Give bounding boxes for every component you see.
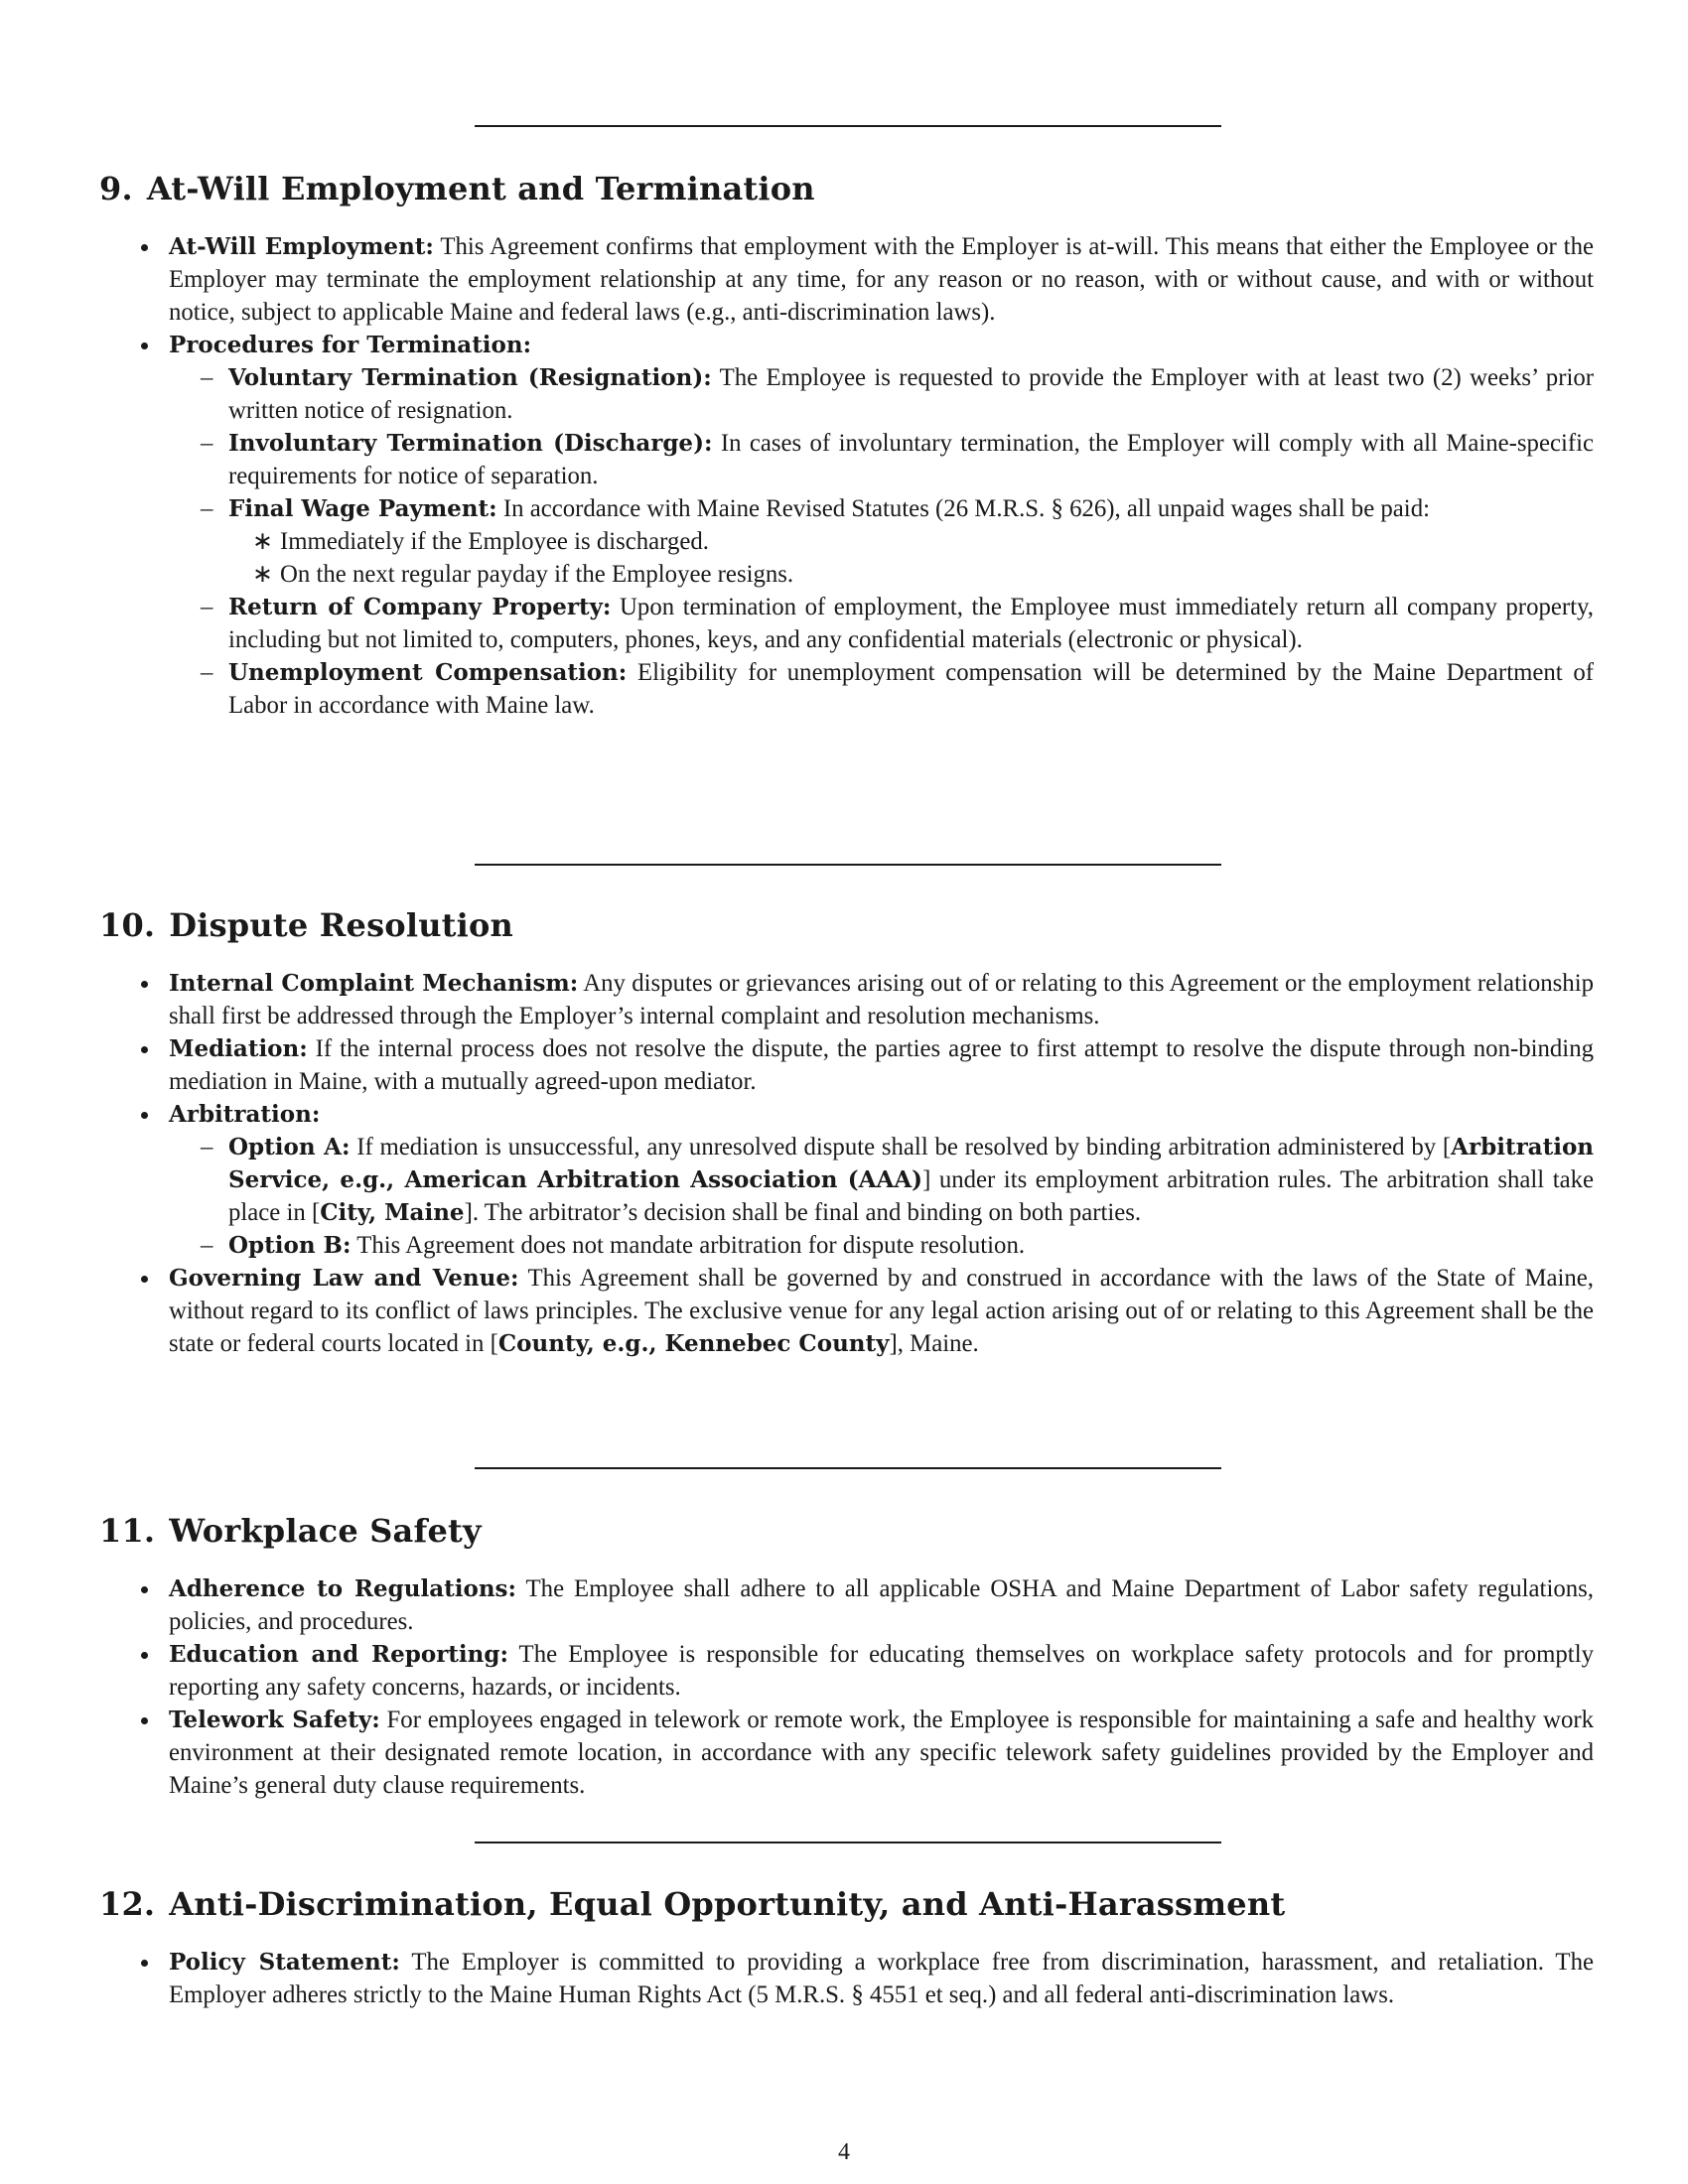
section-divider [475,125,1221,127]
list-item-return-property: – Return of Company Property: Upon termination of employment, the Employee must immediately return all company property, including but not limited to, computers, phones, keys, and any confidential materials (electronic or physical). [169,591,1594,656]
section-heading: 12. Anti-Discrimination, Equal Opportunity, and Anti-Harassment [99,1885,1286,1923]
list-item-education: Education and Reporting: The Employee is responsible for educating themselves on workplace safety protocols and for promptly reporting any safety concerns, hazards, or incidents. [99,1638,1594,1704]
section-divider [475,1842,1221,1843]
section-heading: 11. Workplace Safety [99,1512,482,1550]
list-item: ∗ Immediately if the Employee is discharged. [228,525,1594,558]
list-item-internal-complaint: Internal Complaint Mechanism: Any disputes or grievances arising out of or relating to this Agreement or the employment relationship shall first be addressed through the Employer’s internal complaint and resolution mechanisms. [99,967,1594,1032]
section-at-will-employment [99,169,1594,722]
list-item-adherence: Adherence to Regulations: The Employee shall adhere to all applicable OSHA and Maine Department of Labor safety regulations, policies, and procedures. [99,1572,1594,1638]
list-item-mediation: Mediation: If the internal process does not resolve the dispute, the parties agree to first attempt to resolve the dispute through non-binding mediation in Maine, with a mutually agreed-upon mediator. [99,1032,1594,1098]
list-item-final-wage: – Final Wage Payment: In accordance with Maine Revised Statutes (26 M.R.S. § 626), all unpaid wages shall be paid: ∗ Immediately if the Employee is discharged. ∗ On the next regular payday if the Employee resigns. [169,492,1594,591]
list-item-at-will: At-Will Employment: This Agreement confirms that employment with the Employer is at-will. This means that either the Employee or the Employer may terminate the employment relationship at any time, for any reason or no reason, with or without cause, and with or without notice, subject to applicable Maine and federal laws (e.g., anti-discrimination laws). [99,230,1594,329]
list-item: ∗ On the next regular payday if the Employee resigns. [228,558,1594,591]
sub-list [169,1131,1594,1262]
list-item-option-b: – Option B: This Agreement does not mandate arbitration for dispute resolution. [169,1229,1594,1262]
bullet-list [99,967,1594,1360]
section-workplace-safety [99,1511,1594,1802]
section-dispute-resolution [99,905,1594,1360]
sub-list [169,361,1594,722]
section-heading: 9. At-Will Employment and Termination [99,170,815,207]
list-item-involuntary: – Involuntary Termination (Discharge): In cases of involuntary termination, the Employer will comply with all Maine-specific requirements for notice of separation. [169,427,1594,492]
bullet-list [99,1946,1594,2011]
list-item-unemployment: – Unemployment Compensation: Eligibility for unemployment compensation will be determined by the Maine Department of Labor in accordance with Maine law. [169,656,1594,722]
list-item-voluntary: – Voluntary Termination (Resignation): The Employee is requested to provide the Employer with at least two (2) weeks’ prior written notice of resignation. [169,361,1594,427]
bullet-list [99,230,1594,722]
list-item-arbitration: Arbitration: – Option A: If mediation is unsuccessful, any unresolved dispute shall be resolved by binding arbitration administered by [Arbitration Service, e.g., American Arbitration Association (AAA)] under its employment arbitration rules. The arbitration shall take place in [City, Maine]. The arbitrator’s decision shall be final and binding on both parties. – Option B: This Agreement does not mandate arbitration for dispute resolution. [99,1098,1594,1262]
sub-sub-list [228,525,1594,591]
list-item-policy-statement: Policy Statement: The Employer is committed to providing a workplace free from discrimination, harassment, and retaliation. The Employer adheres strictly to the Maine Human Rights Act (5 M.R.S. § 4551 et seq.) and all federal anti-discrimination laws. [99,1946,1594,2011]
section-divider [475,1467,1221,1469]
bullet-list [99,1572,1594,1802]
section-heading: 10. Dispute Resolution [99,906,514,944]
list-item-procedures: Procedures for Termination: – Voluntary Termination (Resignation): The Employee is requested to provide the Employer with at least two (2) weeks’ prior written notice of resignation. – Involuntary Termination (Discharge): In cases of involuntary termination, the Employer will comply with all Maine-specific requirements for notice of separation. – Final Wage Payment: In accordance with Maine Revised Statutes (26 M.R.S. § 626), all unpaid wages shall be paid: ∗ Immediately if the Employee is discharged. ∗ On the next regular payday if the Employee resigns. – Return of Company Property: Upon termination of employment, the Employee must immediately return all company property, including but not limited to, computers, phones, keys, and any confidential materials (electronic or physical). – Unemployment Compensation: Eligibility for unemployment compensation will be determined by the Maine Department of Labor in accordance with Maine law. [99,329,1594,722]
list-item-telework: Telework Safety: For employees engaged in telework or remote work, the Employee is responsible for maintaining a safe and healthy work environment at their designated remote location, in accordance with any specific telework safety guidelines provided by the Employer and Maine’s general duty clause requirements. [99,1704,1594,1802]
list-item-option-a: – Option A: If mediation is unsuccessful, any unresolved dispute shall be resolved by binding arbitration administered by [Arbitration Service, e.g., American Arbitration Association (AAA)] under its employment arbitration rules. The arbitration shall take place in [City, Maine]. The arbitrator’s decision shall be final and binding on both parties. [169,1131,1594,1229]
section-divider [475,864,1221,866]
page-number: 4 [838,2139,850,2165]
section-anti-discrimination [99,1884,1594,2011]
list-item-governing-law: Governing Law and Venue: This Agreement shall be governed by and construed in accordance with the laws of the State of Maine, without regard to its conflict of laws principles. The exclusive venue for any legal action arising out of or relating to this Agreement shall be the state or federal courts located in [County, e.g., Kennebec County], Maine. [99,1262,1594,1360]
